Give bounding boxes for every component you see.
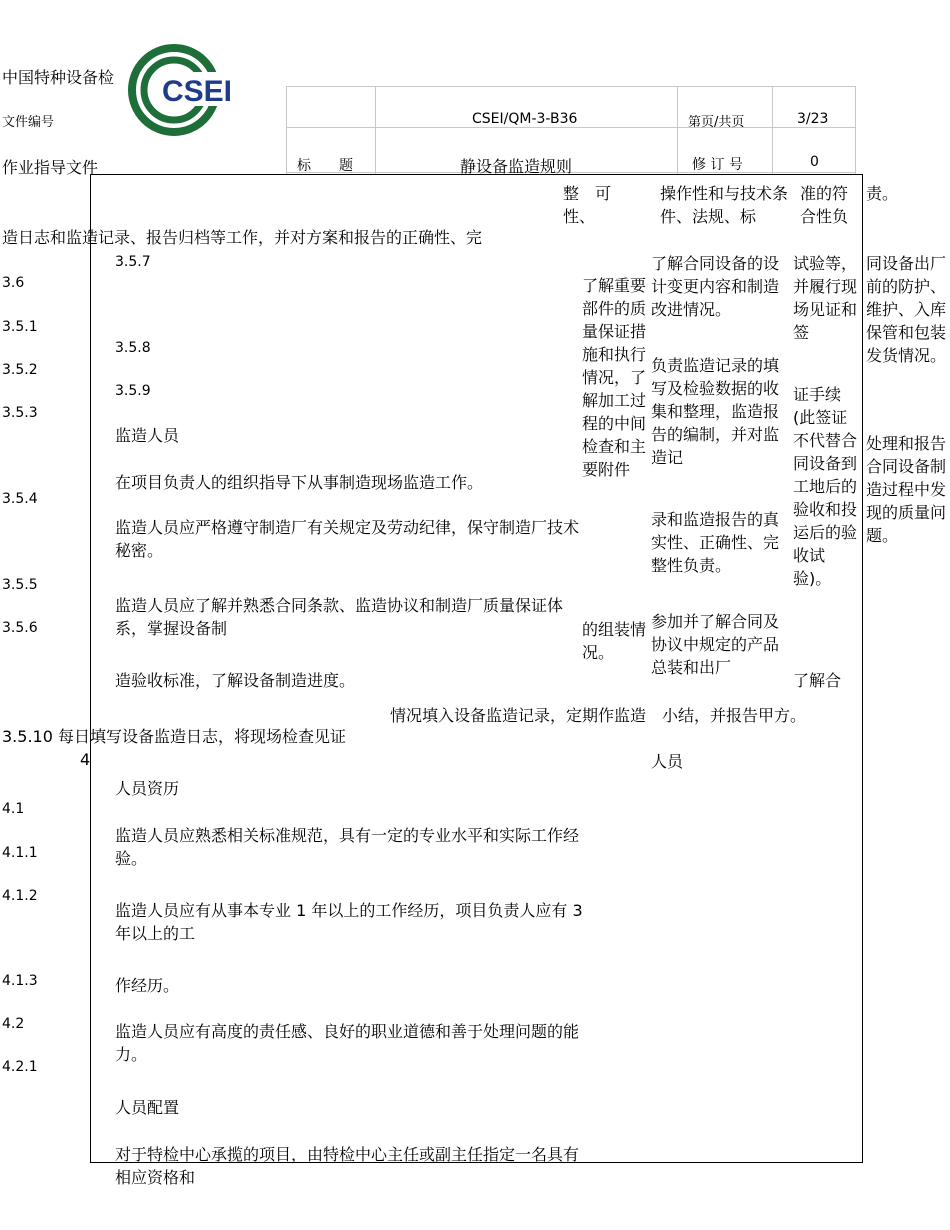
- section-number: 3.5.4: [2, 491, 38, 507]
- section-number: 3.5.8: [115, 340, 151, 356]
- paragraph: 监造人员应了解并熟悉合同条款、监造协议和制造厂质量保证体系，掌握设备制: [115, 596, 564, 638]
- paragraph: 人员资历: [115, 779, 180, 798]
- column-text: 准的符合性负: [800, 184, 849, 226]
- paragraph: 对于特检中心承揽的项目，由特检中心主任或副主任指定一名具有相应资格和: [115, 1145, 580, 1187]
- revision-label: 修 订 号: [692, 157, 743, 173]
- paragraph: 监造人员应有高度的责任感、良好的职业道德和善于处理问题的能力。: [115, 1022, 580, 1064]
- title-label: 标 题: [297, 158, 353, 174]
- column-text: 参加并了解合同及协议中规定的产品总装和出厂: [651, 612, 780, 677]
- column-text: 证手续(此签证不代替合同设备到工地后的验收和投运后的验收试验)。: [793, 385, 858, 588]
- column-text: 操作性和与技术条件、法规、标: [660, 184, 789, 226]
- paragraph: 作经历。: [115, 976, 180, 995]
- column-text: 处理和报告合同设备制造过程中发现的质量问题。: [866, 434, 947, 545]
- revision-value: 0: [810, 154, 819, 170]
- paragraph: 监造人员应熟悉相关标准规范，具有一定的专业水平和实际工作经验。: [115, 826, 580, 868]
- column-text: 负责监造记录的填写及检验数据的收集和整理，监造报告的编制，并对监造记: [651, 356, 780, 467]
- paragraph: 在项目负责人的组织指导下从事制造现场监造工作。: [115, 473, 484, 492]
- section-number: 3.5.6: [2, 620, 38, 636]
- column-text: 了解合同设备的设计变更内容和制造改进情况。: [651, 254, 780, 319]
- section-number: 3.5.5: [2, 577, 38, 593]
- section-number: 4.1.1: [2, 845, 38, 861]
- doc-type: 作业指导文件: [2, 158, 99, 177]
- column-text: 人员: [651, 752, 684, 771]
- column-text: 了解合: [793, 671, 842, 690]
- section-number: 3.5.2: [2, 362, 38, 378]
- paragraph: 监造人员应严格遵守制造厂有关规定及劳动纪律，保守制造厂技术秘密。: [115, 518, 580, 560]
- section-number: 4.1.2: [2, 888, 38, 904]
- paragraph: 人员配置: [115, 1098, 180, 1117]
- section-number: 4.2: [2, 1016, 25, 1032]
- overlay-bottom-right: 情况填入设备监造记录，定期作监造 小结，并报告甲方。: [390, 706, 807, 725]
- overlay-bottom-left: 3.5.10 每日填写设备监造日志，将现场检查见证: [2, 727, 346, 746]
- overlay-top-line: 造日志和监造记录、报告归档等工作，并对方案和报告的正确性、完: [2, 228, 483, 247]
- org-name: 中国特种设备检: [2, 68, 115, 87]
- page-value: 3/23: [797, 111, 829, 127]
- paragraph: 造验收标准，了解设备制造进度。: [115, 671, 356, 690]
- section-number: 4.1: [2, 801, 25, 817]
- doc-no: CSEI/QM-3-B36: [472, 111, 578, 127]
- column-text: 的组装情况。: [582, 620, 647, 662]
- column-text: 试验等，并履行现场见证和签: [793, 254, 858, 342]
- page-label: 第页/共页: [688, 115, 745, 130]
- csei-logo: [128, 44, 240, 140]
- section-number: 4.1.3: [2, 973, 38, 989]
- doc-title: 静设备监造规则: [460, 157, 573, 176]
- section-number: 3.5.3: [2, 405, 38, 421]
- column-text: 责。: [866, 184, 899, 203]
- paragraph: 监造人员: [115, 426, 180, 445]
- section-number: 4.2.1: [2, 1059, 38, 1075]
- section-number: 3.5.7: [115, 254, 151, 270]
- doc-no-label: 文件编号: [2, 115, 55, 130]
- column-text: 录和监造报告的真实性、正确性、完整性负责。: [651, 510, 780, 575]
- logo-text: CSEI: [162, 75, 233, 108]
- column-text: 整 可性、: [563, 184, 612, 226]
- column-text: 同设备出厂前的防护、维护、入库保管和包装发货情况。: [866, 254, 947, 365]
- section-number: 3.5.1: [2, 319, 38, 335]
- column-text: 了解重要部件的质量保证措施和执行情况，了解加工过程的中间检查和主要附件: [582, 276, 647, 479]
- section-number: 3.6: [2, 275, 25, 291]
- paragraph: 监造人员应有从事本专业 1 年以上的工作经历，项目负责人应有 3 年以上的工: [115, 901, 583, 943]
- overlay-number-4: 4: [80, 750, 91, 769]
- section-number: 3.5.9: [115, 383, 151, 399]
